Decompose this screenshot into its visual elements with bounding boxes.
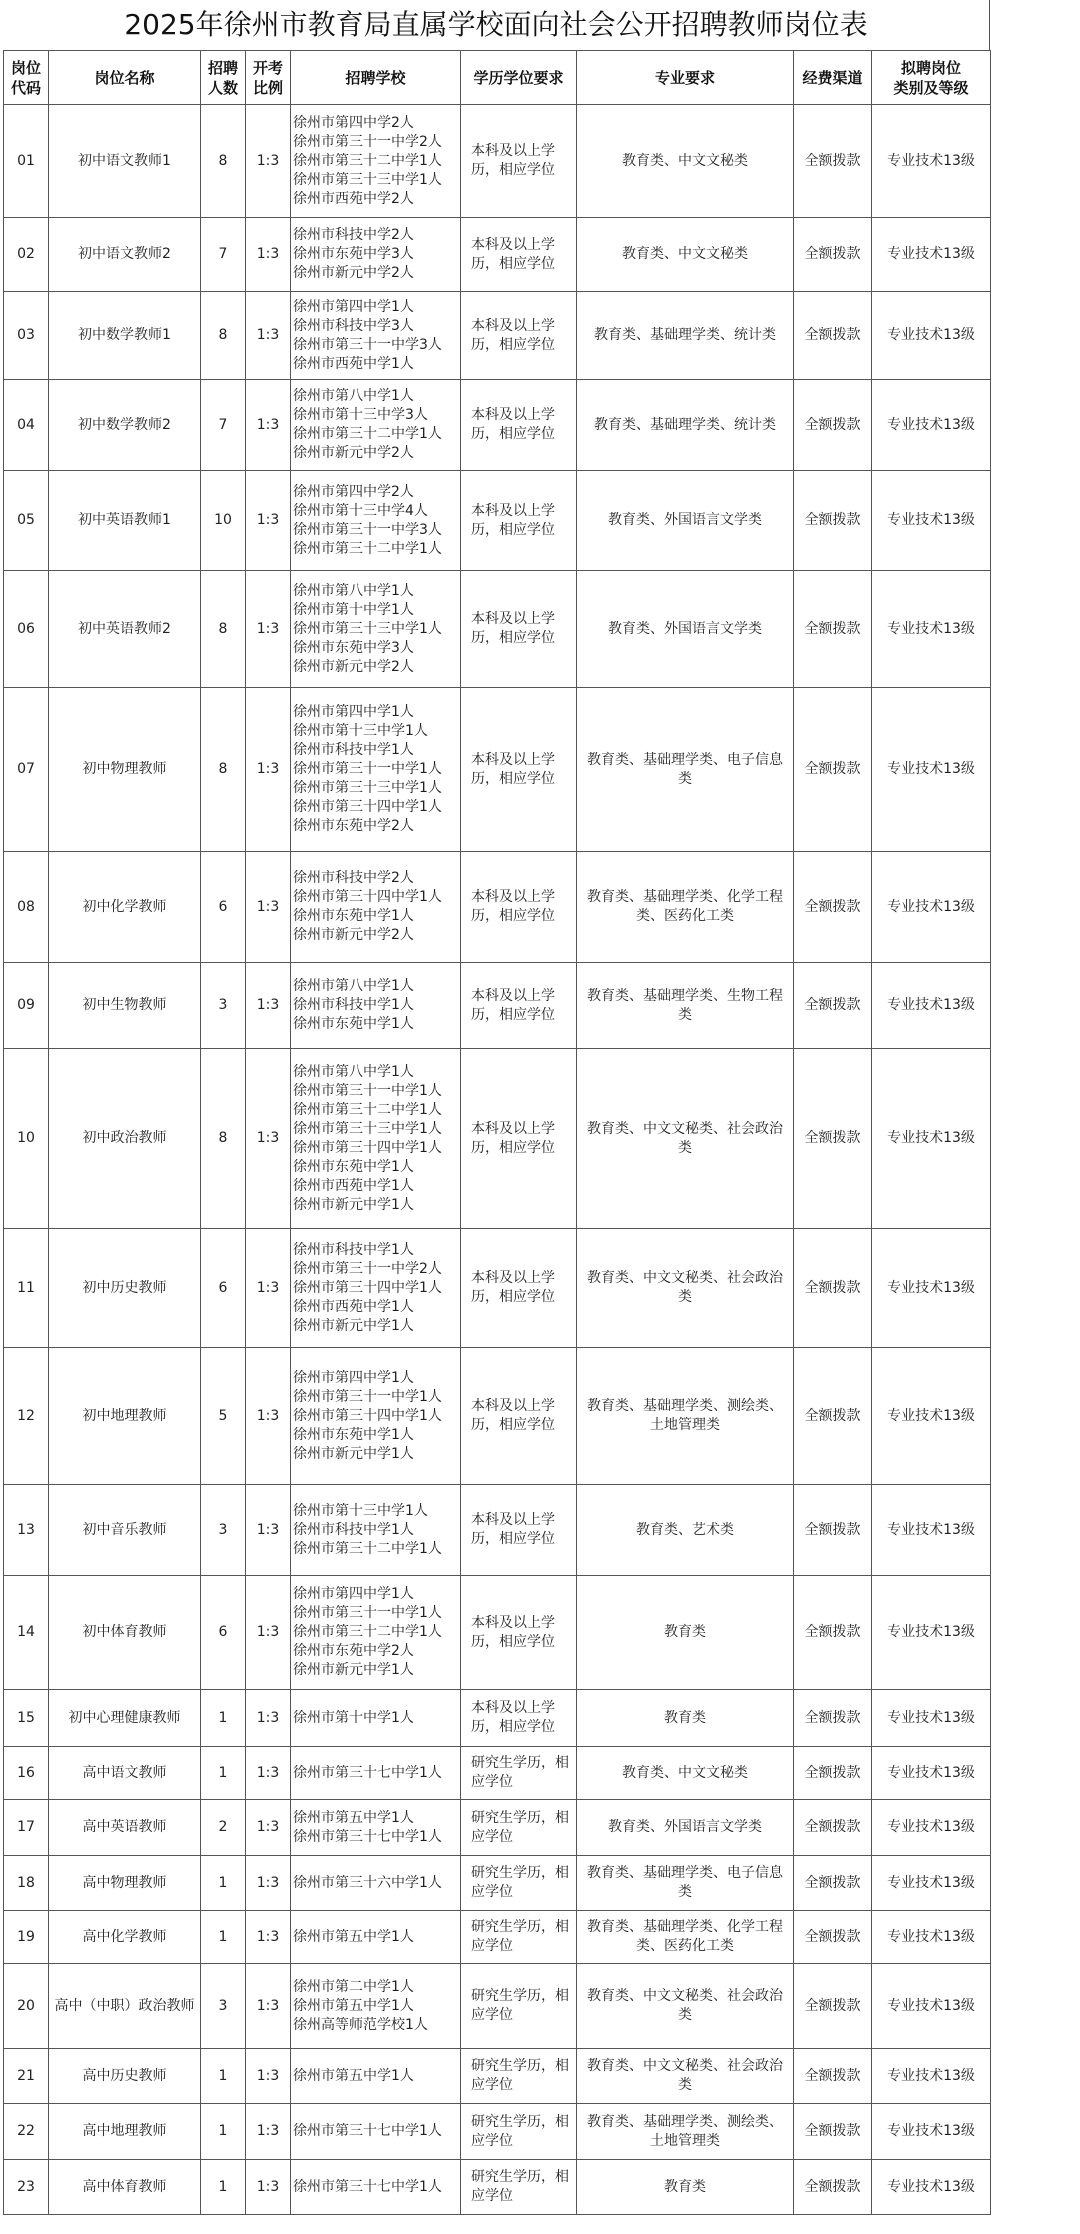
cell-level: 专业技术13级 [872,471,991,571]
cell-code: 01 [4,105,49,218]
cell-major: 教育类 [577,1690,794,1747]
cell-code: 04 [4,380,49,471]
cell-major: 教育类、基础理学类、电子信息类 [577,1856,794,1911]
table-row [4,852,991,963]
cell-name: 初中生物教师 [49,963,201,1049]
cell-level: 专业技术13级 [872,1485,991,1576]
cell-count: 8 [201,571,246,688]
table-row [4,2049,991,2104]
table-row [4,1690,991,1747]
cell-edu: 本科及以上学历，相应学位 [461,292,577,380]
cell-level: 专业技术13级 [872,571,991,688]
cell-major: 教育类、基础理学类、化学工程类、医药化工类 [577,852,794,963]
cell-major: 教育类、基础理学类、生物工程类 [577,963,794,1049]
cell-count: 7 [201,218,246,292]
table-row [4,1964,991,2049]
cell-major: 教育类 [577,1576,794,1690]
cell-schools: 徐州市第八中学1人 徐州市科技中学1人 徐州市东苑中学1人 [291,963,461,1049]
cell-edu: 研究生学历，相应学位 [461,1800,577,1856]
cell-name: 初中化学教师 [49,852,201,963]
cell-code: 14 [4,1576,49,1690]
cell-code: 15 [4,1690,49,1747]
cell-edu: 本科及以上学历，相应学位 [461,963,577,1049]
cell-count: 8 [201,688,246,852]
cell-code: 06 [4,571,49,688]
cell-ratio: 1:3 [246,105,291,218]
cell-schools: 徐州市第十中学1人 [291,1690,461,1747]
cell-name: 高中历史教师 [49,2049,201,2104]
cell-fund: 全额拨款 [794,1800,872,1856]
cell-level: 专业技术13级 [872,2049,991,2104]
cell-code: 22 [4,2104,49,2160]
header-major: 专业要求 [577,51,794,105]
cell-schools: 徐州市科技中学2人 徐州市东苑中学3人 徐州市新元中学2人 [291,218,461,292]
cell-ratio: 1:3 [246,1747,291,1800]
table-header-row [4,51,991,105]
cell-major: 教育类、基础理学类、测绘类、土地管理类 [577,1348,794,1485]
cell-ratio: 1:3 [246,963,291,1049]
cell-code: 07 [4,688,49,852]
cell-fund: 全额拨款 [794,571,872,688]
table-row [4,105,991,218]
cell-code: 13 [4,1485,49,1576]
cell-edu: 本科及以上学历，相应学位 [461,1690,577,1747]
header-level: 拟聘岗位 类别及等级 [872,51,991,105]
cell-count: 1 [201,1690,246,1747]
header-name: 岗位名称 [49,51,201,105]
cell-fund: 全额拨款 [794,1964,872,2049]
cell-level: 专业技术13级 [872,688,991,852]
header-count: 招聘 人数 [201,51,246,105]
cell-fund: 全额拨款 [794,380,872,471]
cell-ratio: 1:3 [246,1964,291,2049]
cell-level: 专业技术13级 [872,218,991,292]
cell-major: 教育类、基础理学类、统计类 [577,292,794,380]
cell-count: 1 [201,1911,246,1964]
cell-count: 2 [201,1800,246,1856]
cell-code: 09 [4,963,49,1049]
cell-edu: 本科及以上学历，相应学位 [461,1229,577,1348]
cell-level: 专业技术13级 [872,1229,991,1348]
cell-count: 1 [201,1747,246,1800]
cell-count: 8 [201,105,246,218]
cell-name: 初中数学教师2 [49,380,201,471]
table-row [4,471,991,571]
cell-level: 专业技术13级 [872,1348,991,1485]
cell-fund: 全额拨款 [794,963,872,1049]
cell-ratio: 1:3 [246,2049,291,2104]
cell-level: 专业技术13级 [872,1856,991,1911]
cell-ratio: 1:3 [246,2104,291,2160]
table-row [4,292,991,380]
cell-name: 初中政治教师 [49,1049,201,1229]
cell-level: 专业技术13级 [872,1911,991,1964]
cell-level: 专业技术13级 [872,1964,991,2049]
cell-level: 专业技术13级 [872,2160,991,2215]
header-school: 招聘学校 [291,51,461,105]
cell-schools: 徐州市第四中学1人 徐州市第三十一中学1人 徐州市第三十二中学1人 徐州市东苑中学2人 徐州市新元中学1人 [291,1576,461,1690]
cell-ratio: 1:3 [246,1229,291,1348]
cell-ratio: 1:3 [246,1800,291,1856]
cell-level: 专业技术13级 [872,1747,991,1800]
cell-count: 3 [201,963,246,1049]
cell-edu: 本科及以上学历，相应学位 [461,1485,577,1576]
cell-fund: 全额拨款 [794,2049,872,2104]
cell-schools: 徐州市第五中学1人 徐州市第三十七中学1人 [291,1800,461,1856]
cell-major: 教育类、中文文秘类、社会政治类 [577,1964,794,2049]
cell-count: 3 [201,1485,246,1576]
table-row [4,1229,991,1348]
cell-edu: 研究生学历，相应学位 [461,1964,577,2049]
cell-fund: 全额拨款 [794,852,872,963]
cell-fund: 全额拨款 [794,2104,872,2160]
cell-ratio: 1:3 [246,1856,291,1911]
cell-fund: 全额拨款 [794,471,872,571]
cell-edu: 研究生学历，相应学位 [461,1747,577,1800]
cell-code: 20 [4,1964,49,2049]
cell-name: 初中语文教师2 [49,218,201,292]
cell-name: 高中物理教师 [49,1856,201,1911]
cell-fund: 全额拨款 [794,1348,872,1485]
cell-ratio: 1:3 [246,571,291,688]
cell-code: 21 [4,2049,49,2104]
cell-schools: 徐州市第三十七中学1人 [291,2160,461,2215]
cell-code: 10 [4,1049,49,1229]
cell-edu: 研究生学历，相应学位 [461,2049,577,2104]
cell-fund: 全额拨款 [794,292,872,380]
cell-count: 10 [201,471,246,571]
cell-code: 23 [4,2160,49,2215]
cell-level: 专业技术13级 [872,105,991,218]
cell-count: 1 [201,2104,246,2160]
cell-name: 初中语文教师1 [49,105,201,218]
table-row [4,1049,991,1229]
cell-count: 6 [201,1229,246,1348]
cell-edu: 本科及以上学历，相应学位 [461,218,577,292]
table-row [4,2160,991,2215]
cell-schools: 徐州市第三十七中学1人 [291,1747,461,1800]
cell-major: 教育类、基础理学类、测绘类、土地管理类 [577,2104,794,2160]
cell-count: 5 [201,1348,246,1485]
cell-ratio: 1:3 [246,380,291,471]
cell-major: 教育类、中文文秘类 [577,1747,794,1800]
cell-schools: 徐州市第五中学1人 [291,2049,461,2104]
cell-ratio: 1:3 [246,1911,291,1964]
cell-level: 专业技术13级 [872,1800,991,1856]
cell-name: 初中数学教师1 [49,292,201,380]
cell-edu: 研究生学历，相应学位 [461,1911,577,1964]
cell-schools: 徐州市第四中学1人 徐州市第十三中学1人 徐州市科技中学1人 徐州市第三十一中学1人 徐州市第三十三中学1人 徐州市第三十四中学1人 徐州市东苑中学2人 [291,688,461,852]
cell-fund: 全额拨款 [794,1049,872,1229]
cell-code: 18 [4,1856,49,1911]
cell-edu: 本科及以上学历，相应学位 [461,380,577,471]
cell-major: 教育类、外国语言文学类 [577,571,794,688]
cell-edu: 本科及以上学历，相应学位 [461,1348,577,1485]
cell-ratio: 1:3 [246,1576,291,1690]
cell-level: 专业技术13级 [872,292,991,380]
cell-level: 专业技术13级 [872,1576,991,1690]
cell-schools: 徐州市第八中学1人 徐州市第三十一中学1人 徐州市第三十二中学1人 徐州市第三十三中学1人 徐州市第三十四中学1人 徐州市东苑中学1人 徐州市西苑中学1人 徐州市新元中学1人 [291,1049,461,1229]
table-row [4,1911,991,1964]
cell-major: 教育类、中文文秘类、社会政治类 [577,1049,794,1229]
table-row [4,1800,991,1856]
cell-name: 初中音乐教师 [49,1485,201,1576]
header-edu: 学历学位要求 [461,51,577,105]
cell-level: 专业技术13级 [872,1690,991,1747]
cell-schools: 徐州市第三十六中学1人 [291,1856,461,1911]
table-row [4,380,991,471]
cell-count: 1 [201,2160,246,2215]
cell-edu: 本科及以上学历，相应学位 [461,688,577,852]
cell-edu: 本科及以上学历，相应学位 [461,105,577,218]
cell-ratio: 1:3 [246,1348,291,1485]
cell-major: 教育类、中文文秘类、社会政治类 [577,2049,794,2104]
cell-level: 专业技术13级 [872,1049,991,1229]
cell-ratio: 1:3 [246,1049,291,1229]
cell-edu: 本科及以上学历，相应学位 [461,1049,577,1229]
table-row [4,1485,991,1576]
table-row [4,1576,991,1690]
cell-schools: 徐州市科技中学1人 徐州市第三十一中学2人 徐州市第三十四中学1人 徐州市西苑中学1人 徐州市新元中学1人 [291,1229,461,1348]
cell-major: 教育类、外国语言文学类 [577,1800,794,1856]
cell-schools: 徐州市第二中学1人 徐州市第五中学1人 徐州高等师范学校1人 [291,1964,461,2049]
cell-ratio: 1:3 [246,292,291,380]
header-code: 岗位 代码 [4,51,49,105]
cell-major: 教育类、外国语言文学类 [577,471,794,571]
cell-major: 教育类、中文文秘类 [577,105,794,218]
cell-count: 1 [201,1856,246,1911]
cell-count: 3 [201,1964,246,2049]
cell-ratio: 1:3 [246,471,291,571]
cell-code: 05 [4,471,49,571]
cell-code: 08 [4,852,49,963]
cell-fund: 全额拨款 [794,1690,872,1747]
cell-code: 19 [4,1911,49,1964]
cell-name: 初中物理教师 [49,688,201,852]
cell-schools: 徐州市第四中学2人 徐州市第三十一中学2人 徐州市第三十二中学1人 徐州市第三十三中学1人 徐州市西苑中学2人 [291,105,461,218]
cell-fund: 全额拨款 [794,1576,872,1690]
cell-fund: 全额拨款 [794,1856,872,1911]
cell-schools: 徐州市第四中学1人 徐州市科技中学3人 徐州市第三十一中学3人 徐州市西苑中学1人 [291,292,461,380]
positions-table [3,50,991,2215]
table-row [4,2104,991,2160]
cell-count: 8 [201,1049,246,1229]
cell-fund: 全额拨款 [794,1485,872,1576]
cell-level: 专业技术13级 [872,380,991,471]
cell-major: 教育类、基础理学类、化学工程类、医药化工类 [577,1911,794,1964]
page-title: 2025年徐州市教育局直属学校面向社会公开招聘教师岗位表 [3,0,990,50]
cell-ratio: 1:3 [246,2160,291,2215]
table-row [4,218,991,292]
cell-level: 专业技术13级 [872,963,991,1049]
cell-count: 1 [201,2049,246,2104]
cell-fund: 全额拨款 [794,688,872,852]
cell-code: 17 [4,1800,49,1856]
cell-major: 教育类 [577,2160,794,2215]
table-row [4,1856,991,1911]
cell-major: 教育类、基础理学类、电子信息类 [577,688,794,852]
cell-fund: 全额拨款 [794,1911,872,1964]
cell-name: 初中体育教师 [49,1576,201,1690]
cell-major: 教育类、中文文秘类、社会政治类 [577,1229,794,1348]
cell-fund: 全额拨款 [794,218,872,292]
cell-level: 专业技术13级 [872,2104,991,2160]
cell-ratio: 1:3 [246,1690,291,1747]
cell-name: 初中地理教师 [49,1348,201,1485]
cell-count: 6 [201,1576,246,1690]
cell-ratio: 1:3 [246,1485,291,1576]
cell-code: 11 [4,1229,49,1348]
cell-ratio: 1:3 [246,852,291,963]
cell-count: 7 [201,380,246,471]
cell-edu: 研究生学历，相应学位 [461,1856,577,1911]
table-row [4,571,991,688]
cell-name: 高中化学教师 [49,1911,201,1964]
cell-name: 初中英语教师1 [49,471,201,571]
cell-count: 6 [201,852,246,963]
cell-count: 8 [201,292,246,380]
cell-major: 教育类、基础理学类、统计类 [577,380,794,471]
cell-name: 高中语文教师 [49,1747,201,1800]
cell-ratio: 1:3 [246,218,291,292]
cell-schools: 徐州市第十三中学1人 徐州市科技中学1人 徐州市第三十二中学1人 [291,1485,461,1576]
table-row [4,963,991,1049]
cell-name: 高中（中职）政治教师 [49,1964,201,2049]
cell-fund: 全额拨款 [794,1747,872,1800]
header-fund: 经费渠道 [794,51,872,105]
cell-edu: 研究生学历，相应学位 [461,2104,577,2160]
header-ratio: 开考 比例 [246,51,291,105]
cell-edu: 本科及以上学历，相应学位 [461,852,577,963]
cell-edu: 本科及以上学历，相应学位 [461,571,577,688]
cell-edu: 本科及以上学历，相应学位 [461,1576,577,1690]
cell-edu: 研究生学历，相应学位 [461,2160,577,2215]
recruitment-sheet [3,0,990,2215]
cell-schools: 徐州市第八中学1人 徐州市第十中学1人 徐州市第三十三中学1人 徐州市东苑中学3人 徐州市新元中学2人 [291,571,461,688]
cell-schools: 徐州市第三十七中学1人 [291,2104,461,2160]
cell-name: 高中体育教师 [49,2160,201,2215]
cell-schools: 徐州市第四中学2人 徐州市第十三中学4人 徐州市第三十一中学3人 徐州市第三十二中学1人 [291,471,461,571]
cell-schools: 徐州市科技中学2人 徐州市第三十四中学1人 徐州市东苑中学1人 徐州市新元中学2人 [291,852,461,963]
cell-name: 初中英语教师2 [49,571,201,688]
cell-code: 12 [4,1348,49,1485]
cell-ratio: 1:3 [246,688,291,852]
cell-fund: 全额拨款 [794,105,872,218]
cell-major: 教育类、中文文秘类 [577,218,794,292]
cell-level: 专业技术13级 [872,852,991,963]
cell-name: 高中地理教师 [49,2104,201,2160]
cell-code: 03 [4,292,49,380]
cell-code: 16 [4,1747,49,1800]
cell-fund: 全额拨款 [794,1229,872,1348]
table-row [4,688,991,852]
cell-name: 高中英语教师 [49,1800,201,1856]
table-row [4,1747,991,1800]
cell-schools: 徐州市第八中学1人 徐州市第十三中学3人 徐州市第三十二中学1人 徐州市新元中学2人 [291,380,461,471]
cell-major: 教育类、艺术类 [577,1485,794,1576]
cell-schools: 徐州市第四中学1人 徐州市第三十一中学1人 徐州市第三十四中学1人 徐州市东苑中学1人 徐州市新元中学1人 [291,1348,461,1485]
cell-fund: 全额拨款 [794,2160,872,2215]
table-row [4,1348,991,1485]
cell-code: 02 [4,218,49,292]
cell-name: 初中心理健康教师 [49,1690,201,1747]
cell-edu: 本科及以上学历，相应学位 [461,471,577,571]
cell-schools: 徐州市第五中学1人 [291,1911,461,1964]
cell-name: 初中历史教师 [49,1229,201,1348]
